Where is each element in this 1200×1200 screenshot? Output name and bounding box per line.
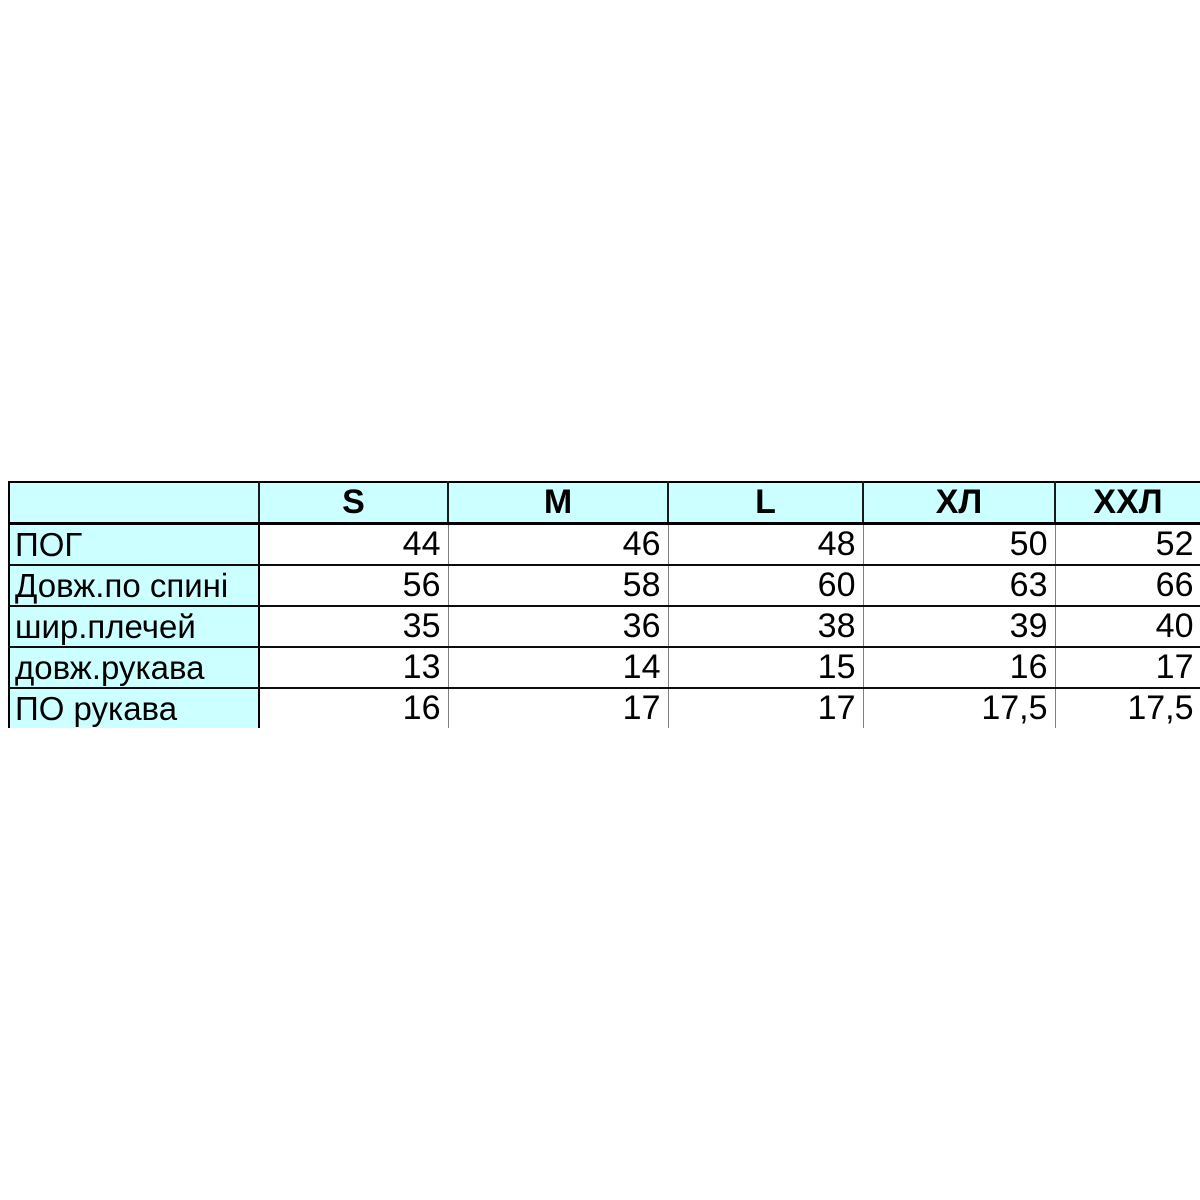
column-header-xxl: ХХЛ [1055, 482, 1200, 524]
header-row [9, 482, 1200, 524]
row-label-cell: шир.плечей [9, 606, 259, 647]
value-cell: 56 [259, 565, 448, 606]
value-cell: 17 [448, 688, 668, 728]
corner-cell [9, 482, 259, 524]
value-cell: 15 [668, 647, 863, 688]
table-row-shoulder-width [9, 606, 1200, 647]
value-cell: 46 [448, 524, 668, 566]
value-cell: 60 [668, 565, 863, 606]
value-cell: 16 [259, 688, 448, 728]
value-cell: 16 [863, 647, 1055, 688]
value-cell: 17,5 [1055, 688, 1200, 728]
table-row-pog [9, 524, 1200, 566]
row-label-cell: довж.рукава [9, 647, 259, 688]
value-cell: 50 [863, 524, 1055, 566]
value-cell: 17 [668, 688, 863, 728]
row-label-cell: Довж.по спині [9, 565, 259, 606]
value-cell: 14 [448, 647, 668, 688]
table-row-back-length [9, 565, 1200, 606]
value-cell: 58 [448, 565, 668, 606]
value-cell: 44 [259, 524, 448, 566]
row-label-cell: ПОГ [9, 524, 259, 566]
value-cell: 52 [1055, 524, 1200, 566]
value-cell: 38 [668, 606, 863, 647]
size-chart [8, 481, 1200, 728]
value-cell: 40 [1055, 606, 1200, 647]
value-cell: 48 [668, 524, 863, 566]
table-row-sleeve-po [9, 688, 1200, 728]
column-header-l: L [668, 482, 863, 524]
value-cell: 13 [259, 647, 448, 688]
value-cell: 17 [1055, 647, 1200, 688]
size-chart-table [8, 481, 1200, 728]
column-header-s: S [259, 482, 448, 524]
table-row-sleeve-length [9, 647, 1200, 688]
value-cell: 36 [448, 606, 668, 647]
value-cell: 35 [259, 606, 448, 647]
value-cell: 39 [863, 606, 1055, 647]
value-cell: 17,5 [863, 688, 1055, 728]
row-label-cell: ПО рукава [9, 688, 259, 728]
column-header-xl: ХЛ [863, 482, 1055, 524]
value-cell: 66 [1055, 565, 1200, 606]
column-header-m: M [448, 482, 668, 524]
value-cell: 63 [863, 565, 1055, 606]
